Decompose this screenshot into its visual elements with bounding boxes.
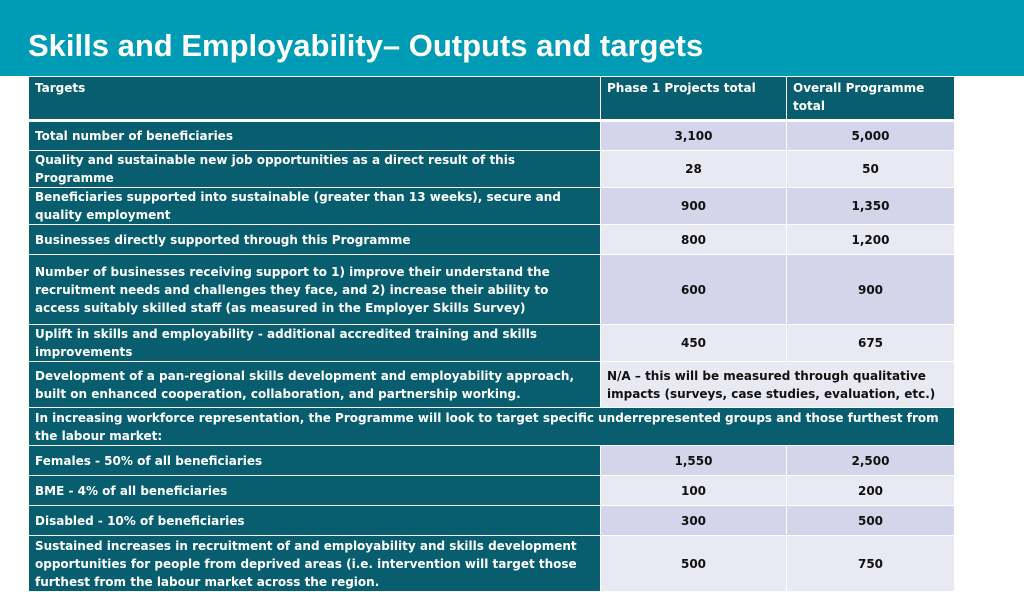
table-row — [29, 476, 955, 506]
header-phase1: Phase 1 Projects total — [601, 77, 787, 121]
row-label: Uplift in skills and employability - additional accredited training and skills improvements — [29, 325, 601, 362]
group-note: In increasing workforce representation, the Programme will look to target specific underrepresented groups and those furthest from the labour market: — [29, 408, 955, 446]
table-row — [29, 225, 955, 255]
overall-value: 675 — [787, 325, 955, 362]
phase1-value: 450 — [601, 325, 787, 362]
table-row — [29, 408, 955, 446]
table-row — [29, 536, 955, 592]
phase1-value: 28 — [601, 151, 787, 188]
row-label: Beneficiaries supported into sustainable (greater than 13 weeks), secure and quality employment — [29, 188, 601, 225]
header-overall: Overall Programme total — [787, 77, 955, 121]
phase1-value: 800 — [601, 225, 787, 255]
overall-value: 1,350 — [787, 188, 955, 225]
row-label: Females - 50% of all beneficiaries — [29, 446, 601, 476]
table-row — [29, 121, 955, 151]
overall-value: 1,200 — [787, 225, 955, 255]
overall-value: 5,000 — [787, 121, 955, 151]
table-row — [29, 446, 955, 476]
table-row — [29, 362, 955, 408]
overall-value: 500 — [787, 506, 955, 536]
row-label: Development of a pan-regional skills development and employability approach, built on enhanced cooperation, collaboration, and partnership working. — [29, 362, 601, 408]
phase1-value: 300 — [601, 506, 787, 536]
row-label: Number of businesses receiving support to 1) improve their understand the recruitment needs and challenges they face, and 2) increase their ability to access suitably skilled staff (as measured in the Employer Skills Survey) — [29, 255, 601, 325]
phase1-value: 500 — [601, 536, 787, 592]
table-header-row — [29, 77, 955, 121]
overall-value: 200 — [787, 476, 955, 506]
na-note: N/A – this will be measured through qualitative impacts (surveys, case studies, evaluation, etc.) — [601, 362, 955, 408]
phase1-value: 900 — [601, 188, 787, 225]
overall-value: 2,500 — [787, 446, 955, 476]
overall-value: 50 — [787, 151, 955, 188]
row-label: Sustained increases in recruitment of and employability and skills development opportunities for people from deprived areas (i.e. intervention will target those furthest from the labour market across the region. — [29, 536, 601, 592]
phase1-value: 3,100 — [601, 121, 787, 151]
phase1-value: 100 — [601, 476, 787, 506]
phase1-value: 600 — [601, 255, 787, 325]
row-label: Businesses directly supported through this Programme — [29, 225, 601, 255]
table-row — [29, 506, 955, 536]
phase1-value: 1,550 — [601, 446, 787, 476]
header-targets: Targets — [29, 77, 601, 121]
table-row — [29, 255, 955, 325]
row-label: Total number of beneficiaries — [29, 121, 601, 151]
overall-value: 900 — [787, 255, 955, 325]
overall-value: 750 — [787, 536, 955, 592]
row-label: Disabled - 10% of beneficiaries — [29, 506, 601, 536]
table-row — [29, 188, 955, 225]
row-label: Quality and sustainable new job opportunities as a direct result of this Programme — [29, 151, 601, 188]
row-label: BME - 4% of all beneficiaries — [29, 476, 601, 506]
page-title: Skills and Employability– Outputs and targets — [28, 28, 704, 63]
table-row — [29, 151, 955, 188]
targets-table — [28, 76, 955, 592]
table-row — [29, 325, 955, 362]
